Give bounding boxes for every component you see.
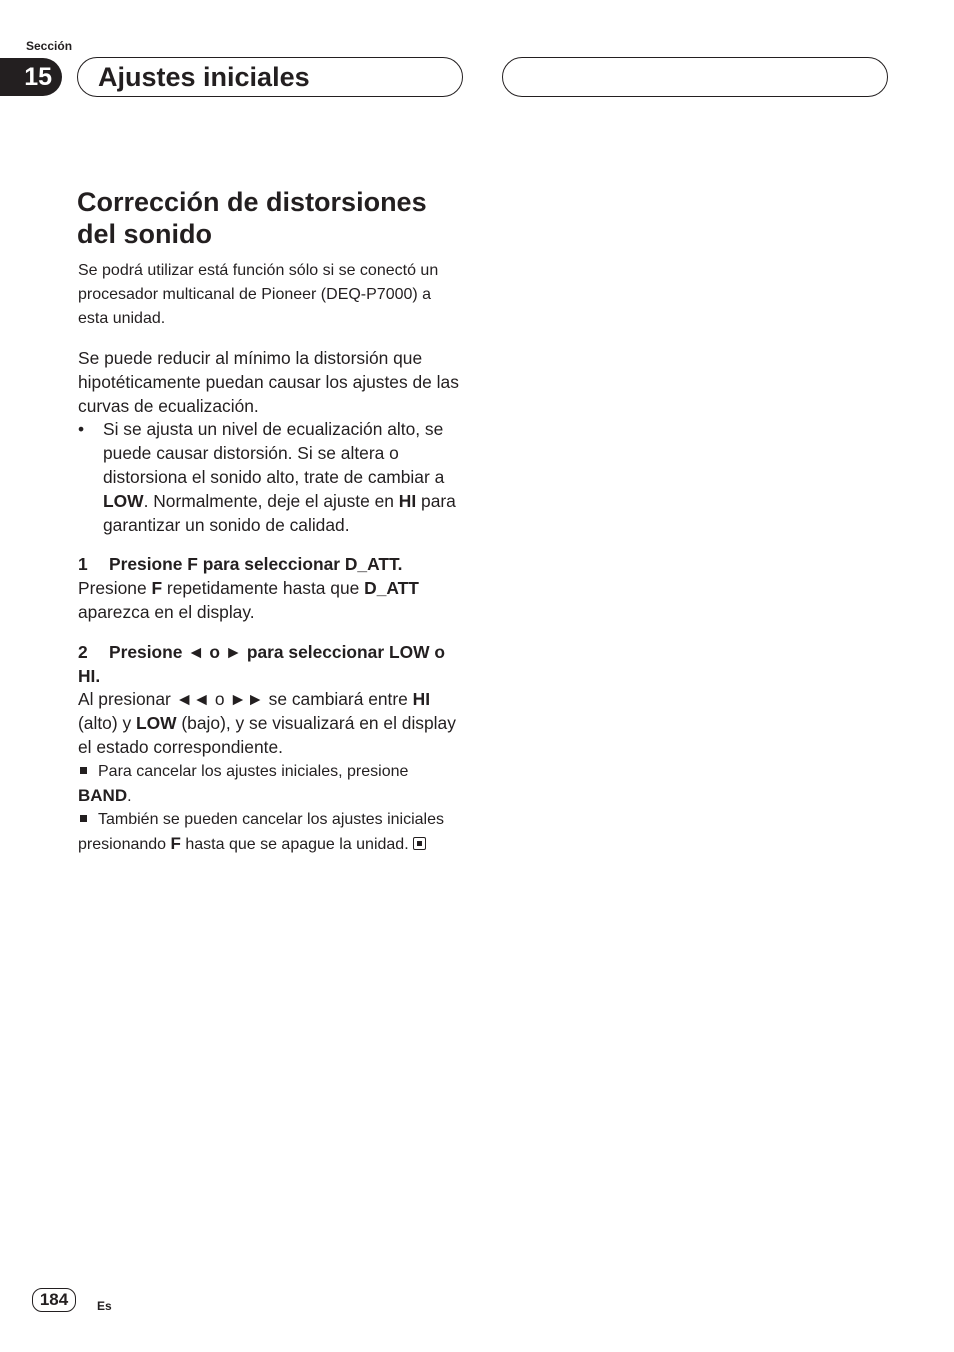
end-of-section-icon (413, 837, 426, 850)
bullet-text: Si se ajusta un nivel de ecualización alto, se puede causar distorsión. Si se altera o distorsiona el sonido alto, trate de cambiar a LOW. Normalmente, deje el ajuste en HI para garantizar un sonido de calidad. (103, 419, 456, 535)
intro-paragraph: Se podrá utilizar está función sólo si se conectó un procesador multicanal de Pioneer (DEQ-P7000) a esta unidad. (78, 262, 439, 327)
main-body (78, 347, 463, 857)
language-code: Es (97, 1299, 112, 1313)
article-title-line-1: Corrección de distorsiones (77, 187, 427, 217)
note-1: Para cancelar los ajustes iniciales, presione BAND. (78, 762, 409, 805)
step-1-text: Presione F repetidamente hasta que D_ATT aparezca en el display. (78, 578, 419, 622)
article-title (77, 186, 477, 250)
page-number: 184 (32, 1288, 76, 1312)
section-label: Sección (26, 39, 73, 53)
body-paragraph: Se puede reducir al mínimo la distorsión que hipotéticamente puedan causar los ajustes de las curvas de ecualización. (78, 348, 459, 416)
article-title-line-2: del sonido (77, 219, 212, 249)
header-box-empty (502, 57, 888, 97)
section-number-badge: 15 (0, 58, 62, 96)
bullet-item (78, 418, 463, 537)
note-2: También se pueden cancelar los ajustes iniciales presionando F hasta que se apague la unidad. (78, 811, 444, 854)
bullet-marker: • (78, 419, 85, 440)
step-1-heading: 1 Presione F para seleccionar D_ATT. (78, 554, 403, 575)
step-2-heading: 2 Presione ◄ o ► para seleccionar LOW o HI. (78, 641, 445, 686)
step-2-text: Al presionar ◄◄ o ►► se cambiará entre HI (alto) y LOW (bajo), y se visualizará en el display el estado correspondiente. (78, 689, 456, 757)
chapter-title: Ajustes iniciales (77, 57, 463, 97)
note-square-icon (80, 767, 87, 774)
note-square-icon (80, 815, 87, 822)
